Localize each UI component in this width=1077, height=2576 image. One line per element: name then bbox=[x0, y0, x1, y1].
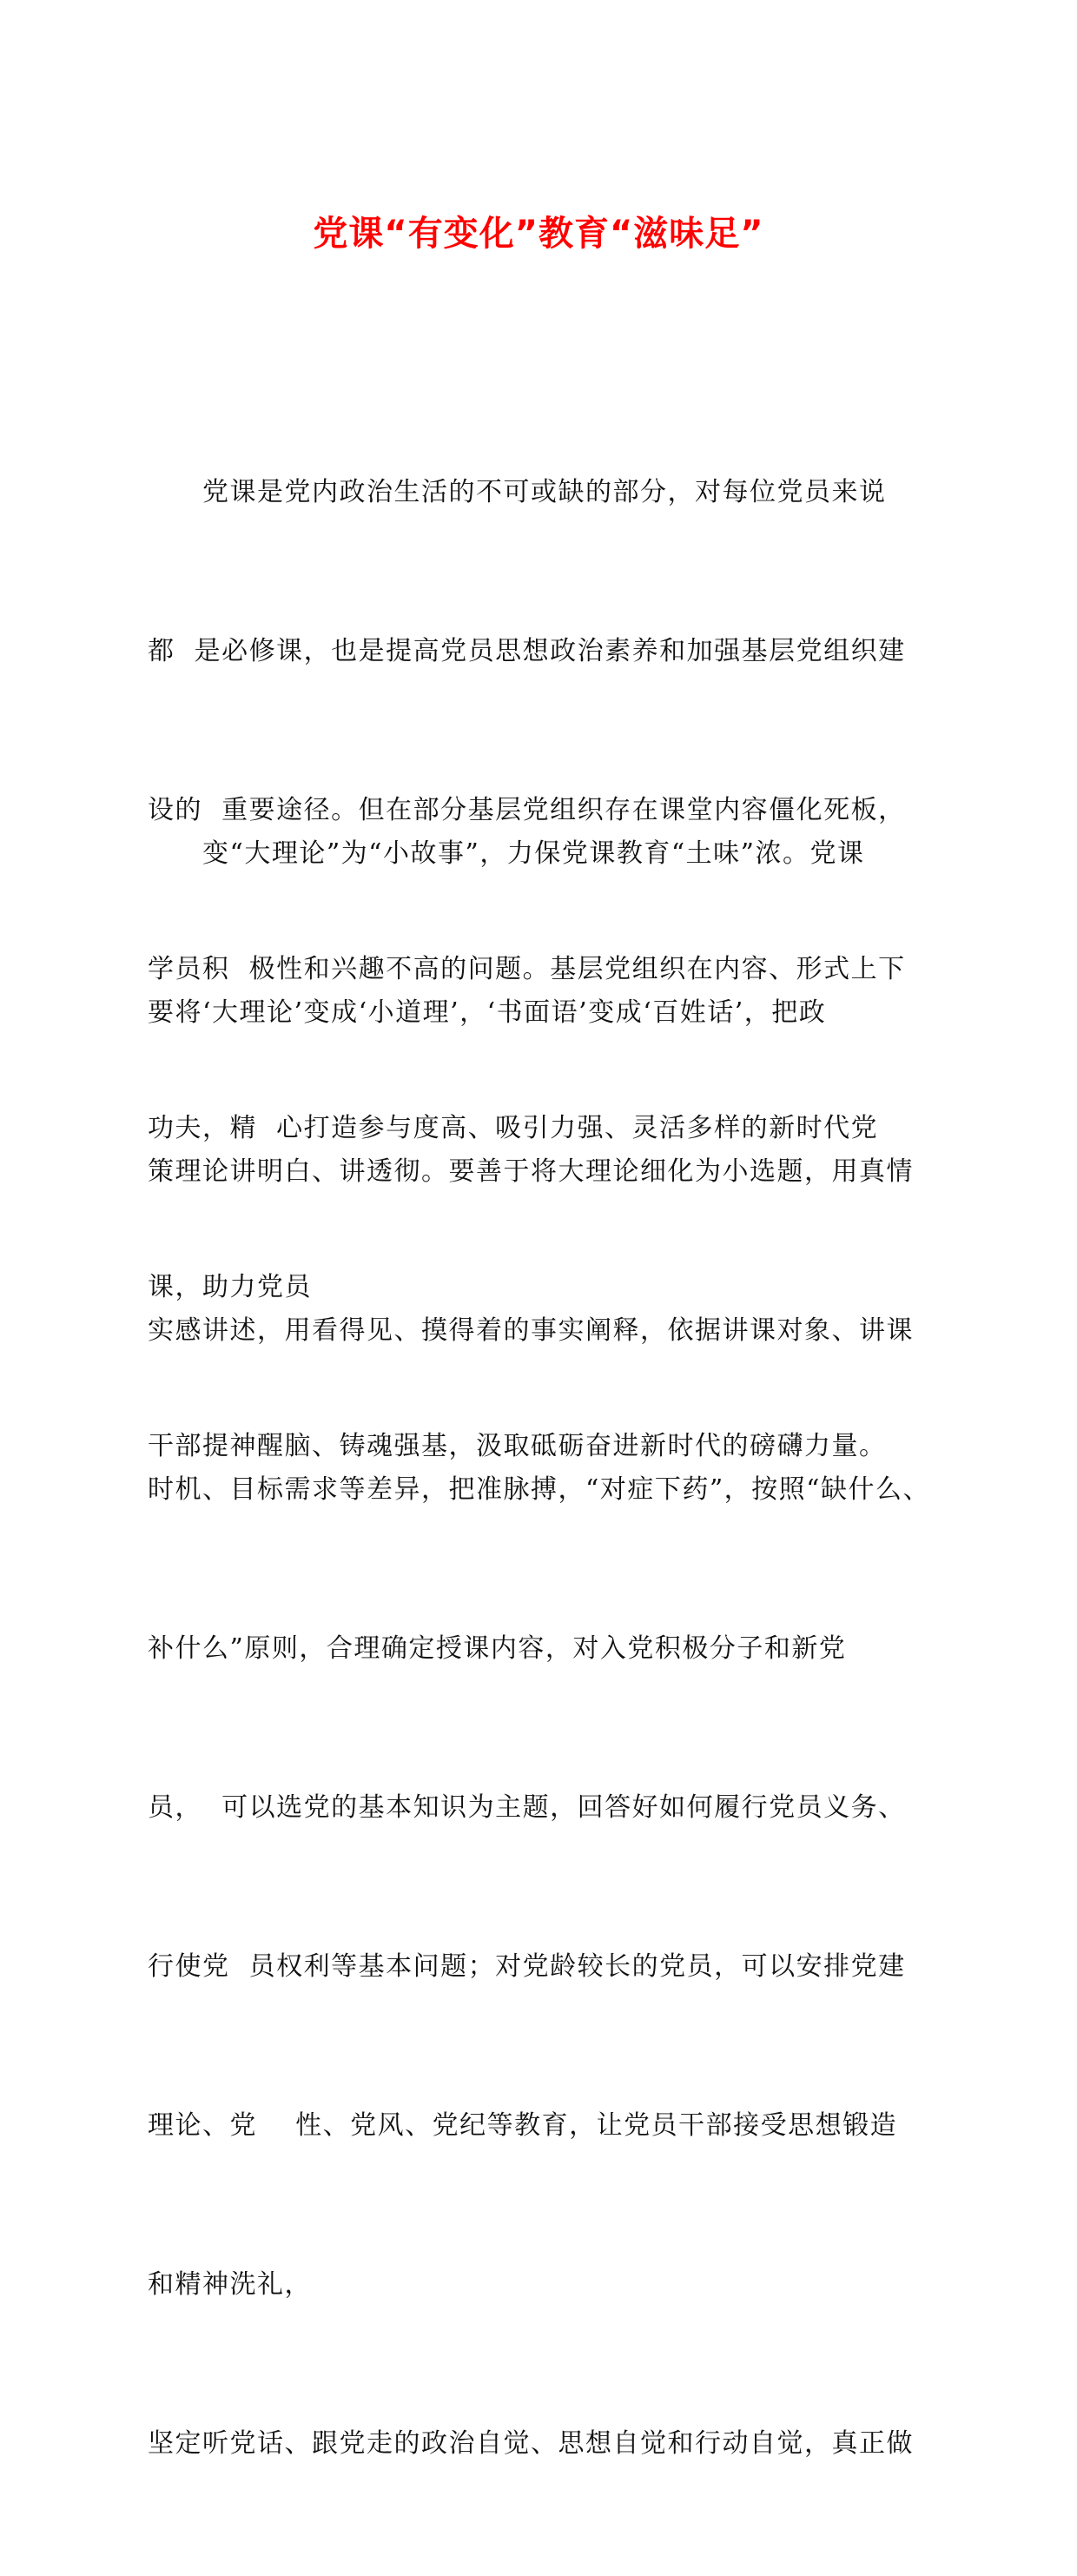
paragraph-line: 策理论讲明白、讲透彻。要善于将大理论细化为小选题，用真情 bbox=[148, 1156, 914, 1187]
paragraph-line: 补什么”原则，合理确定授课内容，对入党积极分子和新党 bbox=[148, 1633, 847, 1664]
paragraph-line: 都 是必修课，也是提高党员思想政治素养和加强基层党组织建 bbox=[148, 636, 906, 666]
paragraph-line: 和精神洗礼， bbox=[148, 2269, 312, 2300]
paragraph-line: 实感讲述，用看得见、摸得着的事实阐释，依据讲课对象、讲课 bbox=[148, 1315, 914, 1346]
paragraph-line: 功夫，精 心打造参与度高、吸引力强、灵活多样的新时代党 bbox=[148, 1113, 879, 1143]
paragraph-line: 干部提神醒脑、铸魂强基，汲取砥砺奋进新时代的磅礴力量。 bbox=[148, 1431, 887, 1461]
paragraph-line: 设的 重要途径。但在部分基层党组织存在课堂内容僵化死板， bbox=[148, 795, 906, 825]
paragraph-line: 理论、党 性、党风、党纪等教育，让党员干部接受思想锻造 bbox=[148, 2110, 898, 2141]
paragraph-line: 课，助力党员 bbox=[148, 1272, 312, 1302]
paragraph-2 bbox=[148, 721, 955, 2576]
paragraph-line: 党课是党内政治生活的不可或缺的部分，对每位党员来说 bbox=[148, 477, 887, 507]
document-title: 党课“有变化”教育“滋味足” bbox=[313, 214, 764, 254]
paragraph-line: 坚定听党话、跟党走的政治自觉、思想自觉和行动自觉，真正做 bbox=[148, 2428, 914, 2459]
paragraph-line: 员， 可以选党的基本知识为主题，回答好如何履行党员义务、 bbox=[148, 1792, 906, 1823]
paragraph-line: 要将‘大理论’变成‘小道理’，‘书面语’变成‘百姓话’，把政 bbox=[148, 997, 827, 1028]
paragraph-line: 行使党 员权利等基本问题；对党龄较长的党员，可以安排党建 bbox=[148, 1951, 906, 1982]
paragraph-line: 时机、目标需求等差异，把准脉搏，“对症下药”，按照“缺什么、 bbox=[148, 1474, 931, 1505]
paragraph-line: 变“大理论”为“小故事”，力保党课教育“土味”浓。党课 bbox=[148, 838, 865, 869]
paragraph-line: 学员积 极性和兴趣不高的问题。基层党组织在内容、形式上下 bbox=[148, 954, 906, 984]
